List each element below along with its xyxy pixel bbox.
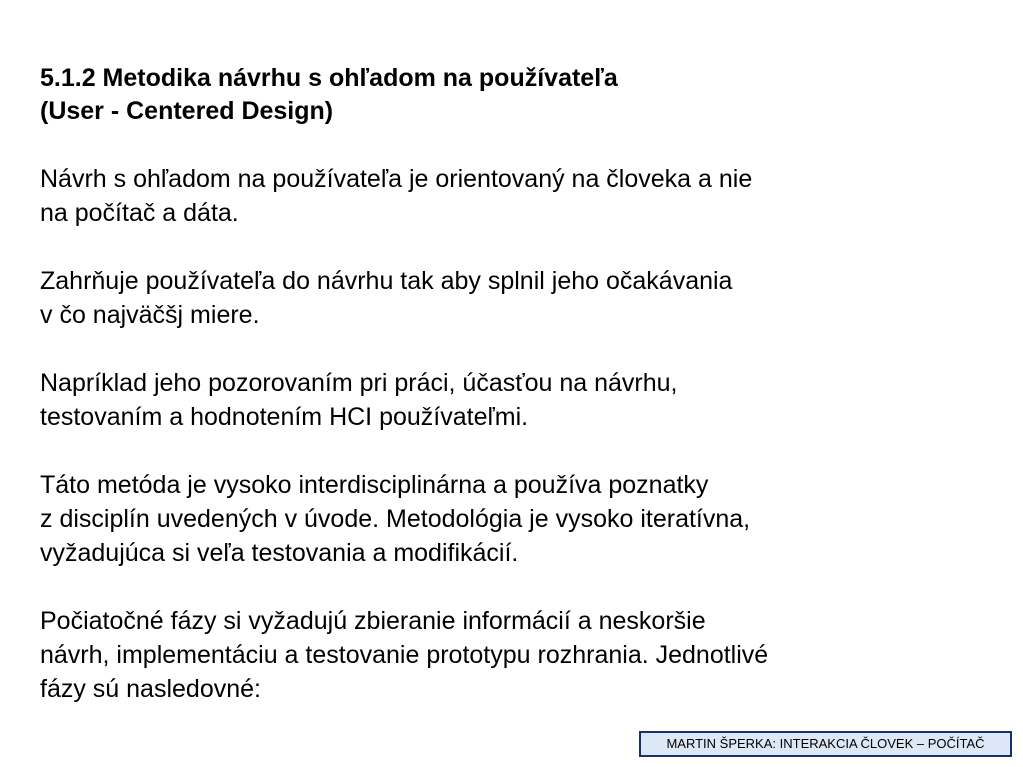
paragraph-line: Napríklad jeho pozorovaním pri práci, účasťou na návrhu,: [40, 369, 678, 397]
spacer: [40, 570, 1000, 604]
paragraph-line: Návrh s ohľadom na používateľa je orientovaný na človeka a nie: [40, 165, 753, 193]
paragraph-line: Zahrňuje používateľa do návrhu tak aby splnil jeho očakávania: [40, 267, 733, 295]
footer-author-label: MARTIN ŠPERKA: INTERAKCIA ČLOVEK – POČÍTAČ: [639, 731, 1012, 757]
paragraph-interdisciplinary: [40, 468, 1000, 570]
section-heading: [40, 62, 1000, 128]
paragraph-line: testovaním a hodnotením HCI používateľmi.: [40, 403, 529, 431]
heading-title: 5.1.2 Metodika návrhu s ohľadom na používateľa: [40, 64, 618, 92]
paragraph-line: Počiatočné fázy si vyžadujú zbieranie informácií a neskoršie: [40, 607, 706, 635]
paragraph-line: v čo najväčšj miere.: [40, 301, 260, 329]
spacer: [40, 128, 1000, 162]
paragraph-line: fázy sú nasledovné:: [40, 675, 261, 703]
paragraph-includes-user: [40, 264, 1000, 332]
spacer: [40, 434, 1000, 468]
heading-subtitle: (User - Centered Design): [40, 97, 334, 125]
spacer: [40, 332, 1000, 366]
paragraph-phases: [40, 604, 1000, 706]
paragraph-line: Táto metóda je vysoko interdisciplinárna a používa poznatky: [40, 471, 709, 499]
paragraph-example: [40, 366, 1000, 434]
paragraph-line: vyžadujúca si veľa testovania a modifikácií.: [40, 539, 519, 567]
paragraph-line: na počítač a dáta.: [40, 199, 239, 227]
paragraph-line: návrh, implementáciu a testovanie prototypu rozhrania. Jednotlivé: [40, 641, 769, 669]
paragraph-intro: [40, 162, 1000, 230]
paragraph-line: z disciplín uvedených v úvode. Metodológia je vysoko iteratívna,: [40, 505, 751, 533]
spacer: [40, 230, 1000, 264]
slide-content: [40, 62, 1000, 706]
